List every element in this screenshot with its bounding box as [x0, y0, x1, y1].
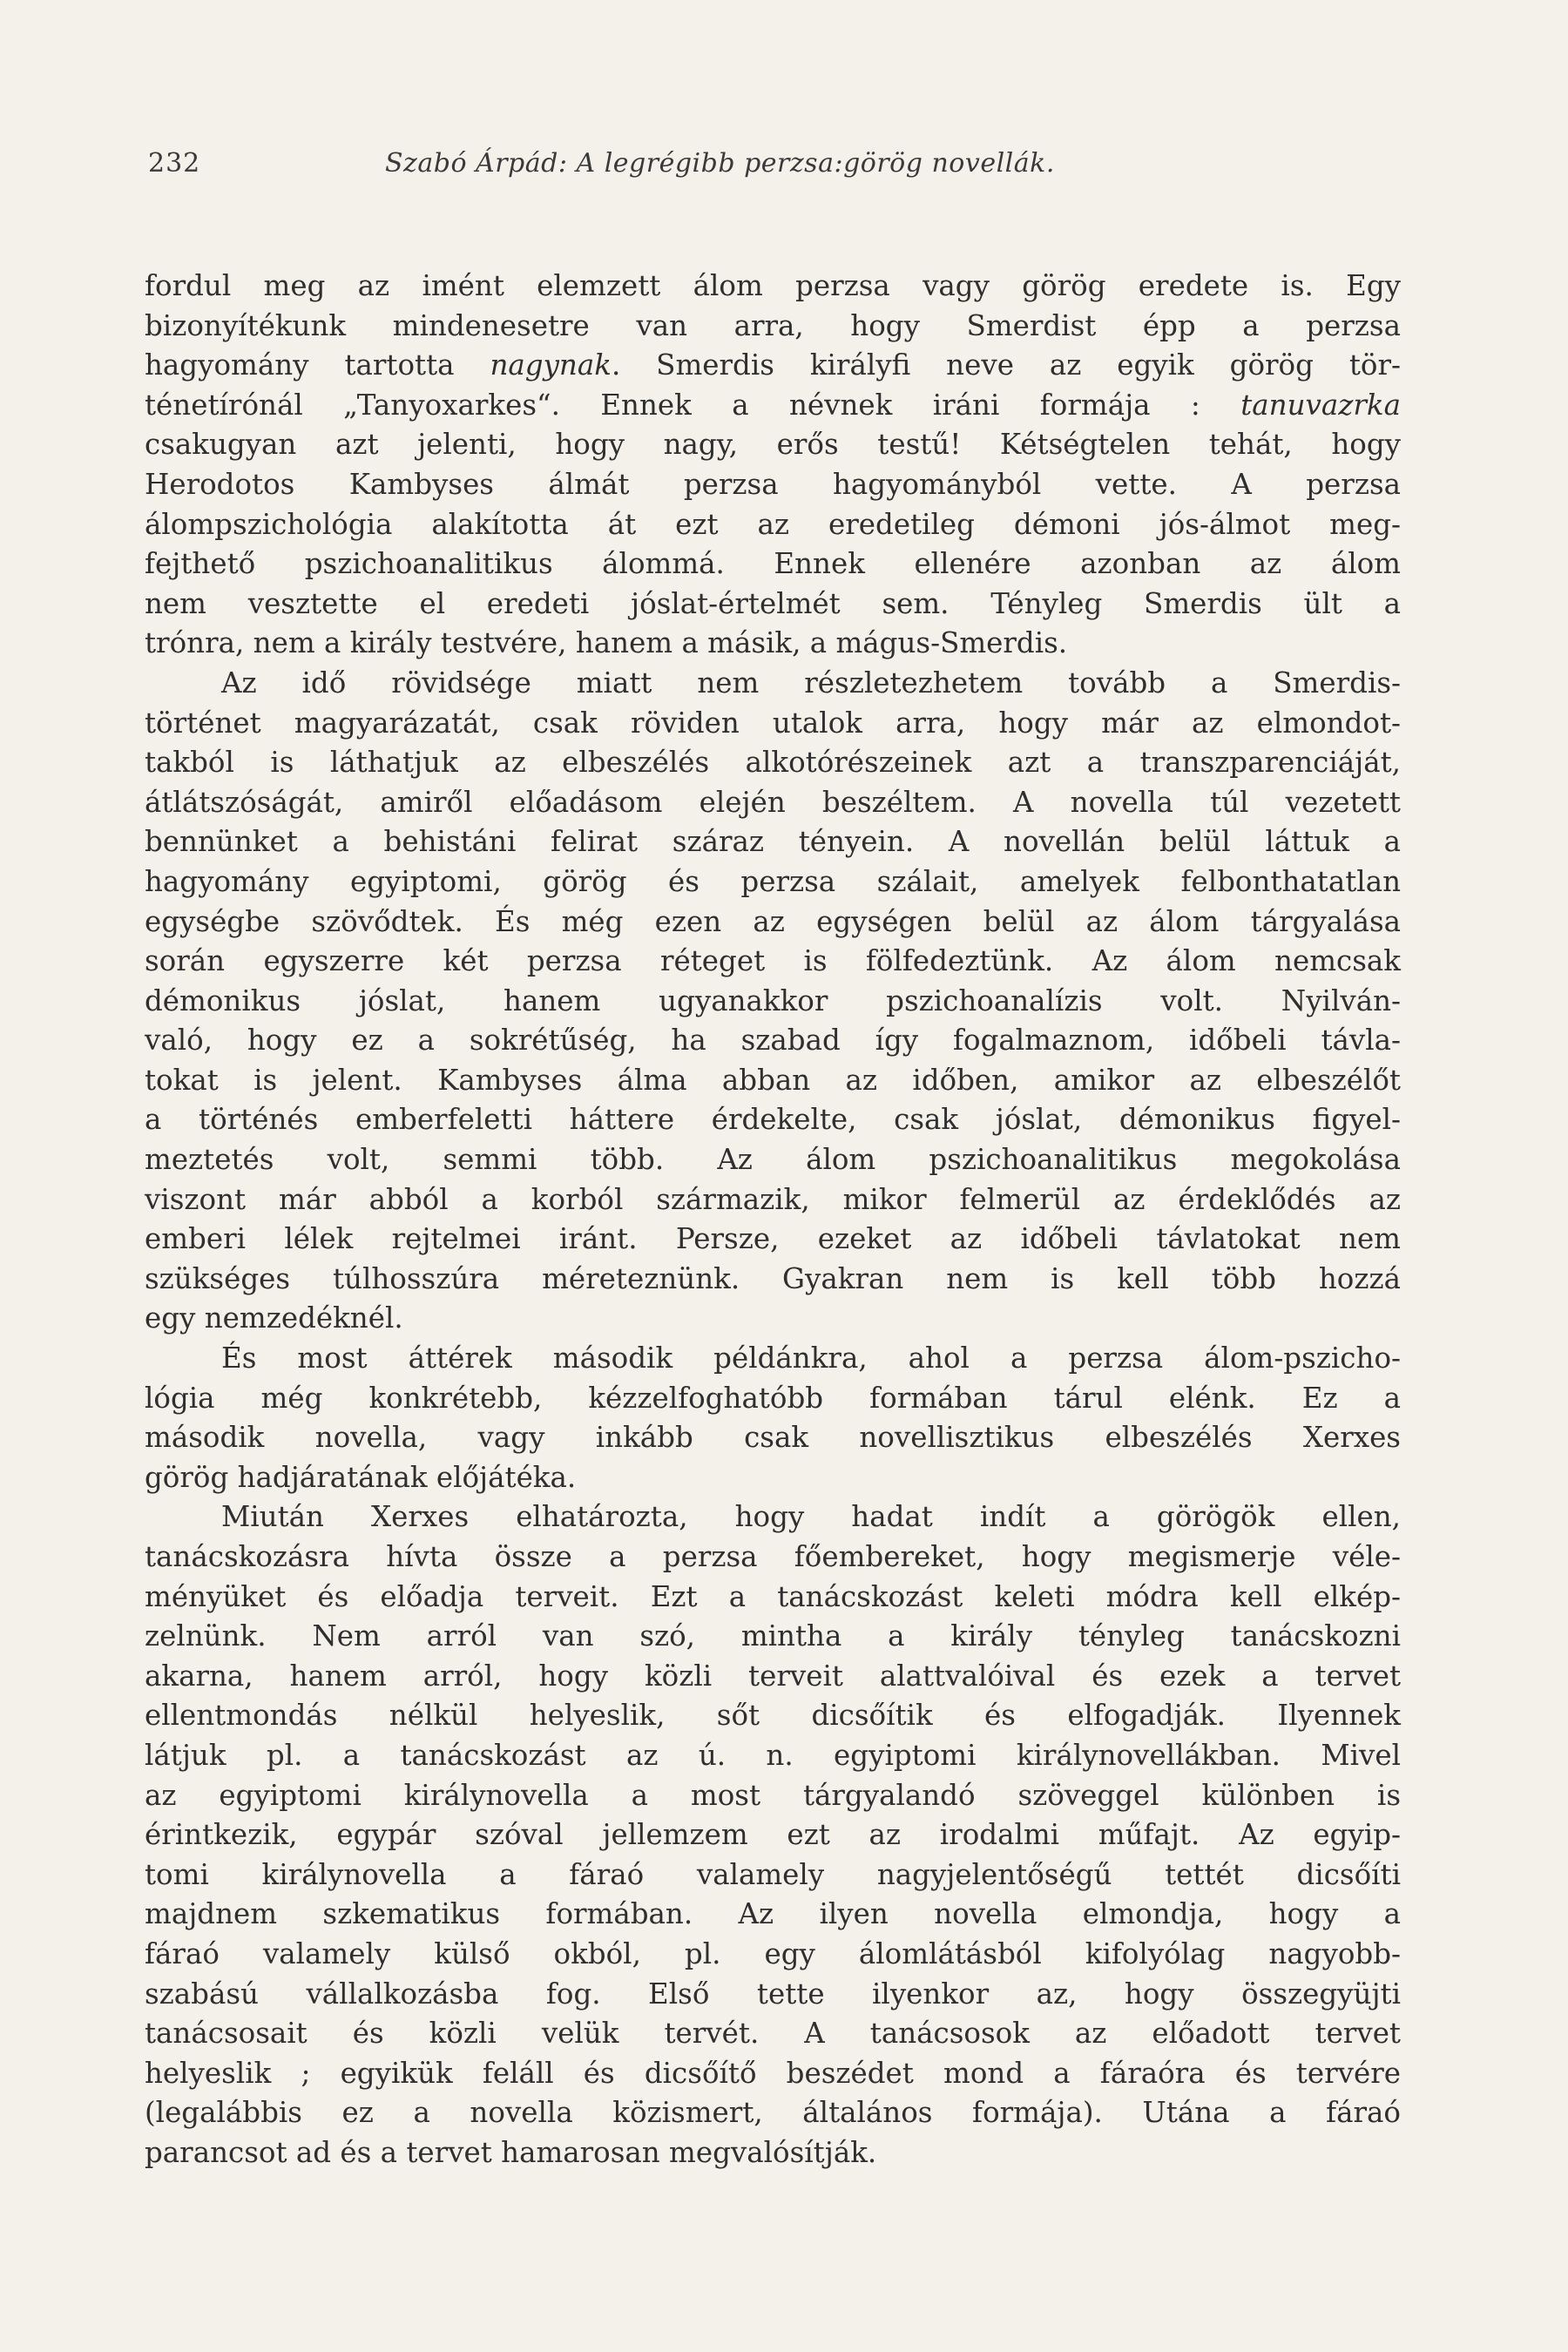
text-line: az egyiptomi királynovella a most tárgyalandó szöveggel különben is	[145, 1778, 1401, 1812]
text-line: Herodotos Kambyses álmát perzsa hagyományból vette. A perzsa	[145, 467, 1401, 501]
text-line: emberi lélek rejtelmei iránt. Persze, ezeket az időbeli távlatokat nem	[145, 1222, 1401, 1256]
text-line: lógia még konkrétebb, kézzelfoghatóbb formában tárul elénk. Ez a	[145, 1381, 1401, 1415]
text-line: majdnem szkematikus formában. Az ilyen novella elmondja, hogy a	[145, 1897, 1401, 1931]
text-line: Az idő rövidsége miatt nem részletezhetem tovább a Smerdis-	[221, 666, 1401, 700]
paragraph	[145, 1339, 1401, 1497]
text-line: látjuk pl. a tanácskozást az ú. n. egyiptomi királynovellákban. Mivel	[145, 1738, 1401, 1772]
running-head: Szabó Árpád: A legrégibb perzsa:görög novellák.	[385, 148, 1055, 179]
text-line: akarna, hanem arról, hogy közli terveit alattvalóival és ezek a tervet	[145, 1659, 1401, 1693]
text-line: zelnünk. Nem arról van szó, mintha a király tényleg tanácskozni	[145, 1619, 1401, 1653]
text-line: parancsot ad és a tervet hamarosan megvalósítják.	[145, 2135, 877, 2169]
text-line: (legalábbis ez a novella közismert, általános formája). Utána a fáraó	[145, 2096, 1401, 2130]
text-line: tokat is jelent. Kambyses álma abban az időben, amikor az elbeszélőt	[145, 1063, 1401, 1097]
text-line: fejthető pszichoanalitikus álommá. Ennek ellenére azonban az álom	[145, 547, 1401, 581]
text-line: tomi királynovella a fáraó valamely nagyjelentőségű tettét dicsőíti	[145, 1857, 1401, 1891]
text-line: tanácskozásra hívta össze a perzsa főembereket, hogy megismerje véle-	[145, 1540, 1401, 1573]
text-line: egységbe szövődtek. És még ezen az egységen belül az álom tárgyalása	[145, 904, 1401, 938]
text-line: érintkezik, egypár szóval jellemzem ezt az irodalmi műfajt. Az egyip-	[145, 1818, 1401, 1852]
text-line: egy nemzedéknél.	[145, 1301, 403, 1335]
text-line: szükséges túlhosszúra méreteznünk. Gyakran nem is kell több hozzá	[145, 1261, 1401, 1295]
text-line: átlátszóságát, amiről előadásom elején beszéltem. A novella túl vezetett	[145, 785, 1401, 819]
page-number: 232	[148, 148, 201, 179]
text-line: hagyomány tartotta nagynak. Smerdis királyfi neve az egyik görög tör-	[145, 348, 1401, 382]
text-line: ellentmondás nélkül helyeslik, sőt dicsőítik és elfogadják. Ilyennek	[145, 1699, 1401, 1733]
text-line: viszont már abból a korból származik, mikor felmerül az érdeklődés az	[145, 1182, 1401, 1216]
paragraph	[145, 267, 1401, 664]
paragraph	[145, 664, 1401, 1339]
text-line: történet magyarázatát, csak röviden utalok arra, hogy már az elmondot-	[145, 706, 1401, 740]
text-line: tanácsosait és közli velük tervét. A tanácsosok az előadott tervet	[145, 2017, 1401, 2051]
text-line: a történés emberfeletti háttere érdekelte, csak jóslat, démonikus figyel-	[145, 1103, 1401, 1137]
text-line: görög hadjáratának előjátéka.	[145, 1460, 577, 1494]
text-line: takból is láthatjuk az elbeszélés alkotórészeinek azt a transzparenciáját,	[145, 746, 1401, 780]
text-line: trónra, nem a király testvére, hanem a másik, a mágus-Smerdis.	[145, 626, 1068, 660]
text-line: helyeslik ; egyikük feláll és dicsőítő beszédet mond a fáraóra és tervére	[145, 2056, 1401, 2090]
text-line: csakugyan azt jelenti, hogy nagy, erős testű! Kétségtelen tehát, hogy	[145, 428, 1401, 462]
text-line: És most áttérek második példánkra, ahol a perzsa álom-pszicho-	[221, 1342, 1401, 1375]
paragraph	[145, 1497, 1401, 2173]
text-line: démonikus jóslat, hanem ugyanakkor pszichoanalízis volt. Nyilván-	[145, 983, 1401, 1017]
text-line: bennünket a behistáni felirat száraz tényein. A novellán belül láttuk a	[145, 825, 1401, 859]
text-line: fordul meg az imént elemzett álom perzsa vagy görög eredete is. Egy	[145, 269, 1401, 302]
text-line: második novella, vagy inkább csak novellisztikus elbeszélés Xerxes	[145, 1421, 1401, 1455]
text-line: során egyszerre két perzsa réteget is fölfedeztünk. Az álom nemcsak	[145, 944, 1401, 978]
text-line: meztetés volt, semmi több. Az álom pszichoanalitikus megokolása	[145, 1143, 1401, 1177]
text-line: ményüket és előadja terveit. Ezt a tanácskozást keleti módra kell elkép-	[145, 1579, 1401, 1613]
page-header	[148, 148, 1394, 186]
text-line: nem vesztette el eredeti jóslat-értelmét sem. Tényleg Smerdis ült a	[145, 586, 1401, 620]
text-line: Miután Xerxes elhatározta, hogy hadat indít a görögök ellen,	[221, 1500, 1401, 1534]
text-line: bizonyítékunk mindenesetre van arra, hogy Smerdist épp a perzsa	[145, 308, 1401, 342]
text-line: fáraó valamely külső okból, pl. egy álomlátásból kifolyólag nagyobb-	[145, 1936, 1401, 1970]
text-line: hagyomány egyiptomi, görög és perzsa szálait, amelyek felbonthatatlan	[145, 864, 1401, 898]
text-line: álompszichológia alakította át ezt az eredetileg démoni jós-álmot meg-	[145, 507, 1401, 541]
text-line: ténetírónál „Tanyoxarkes“. Ennek a névnek iráni formája : tanuvazrka	[145, 388, 1401, 422]
text-line: szabású vállalkozásba fog. Első tette ilyenkor az, hogy összegyüjti	[145, 1977, 1401, 2011]
text-line: való, hogy ez a sokrétűség, ha szabad így fogalmaznom, időbeli távla-	[145, 1024, 1401, 1058]
body-text	[145, 267, 1401, 2173]
